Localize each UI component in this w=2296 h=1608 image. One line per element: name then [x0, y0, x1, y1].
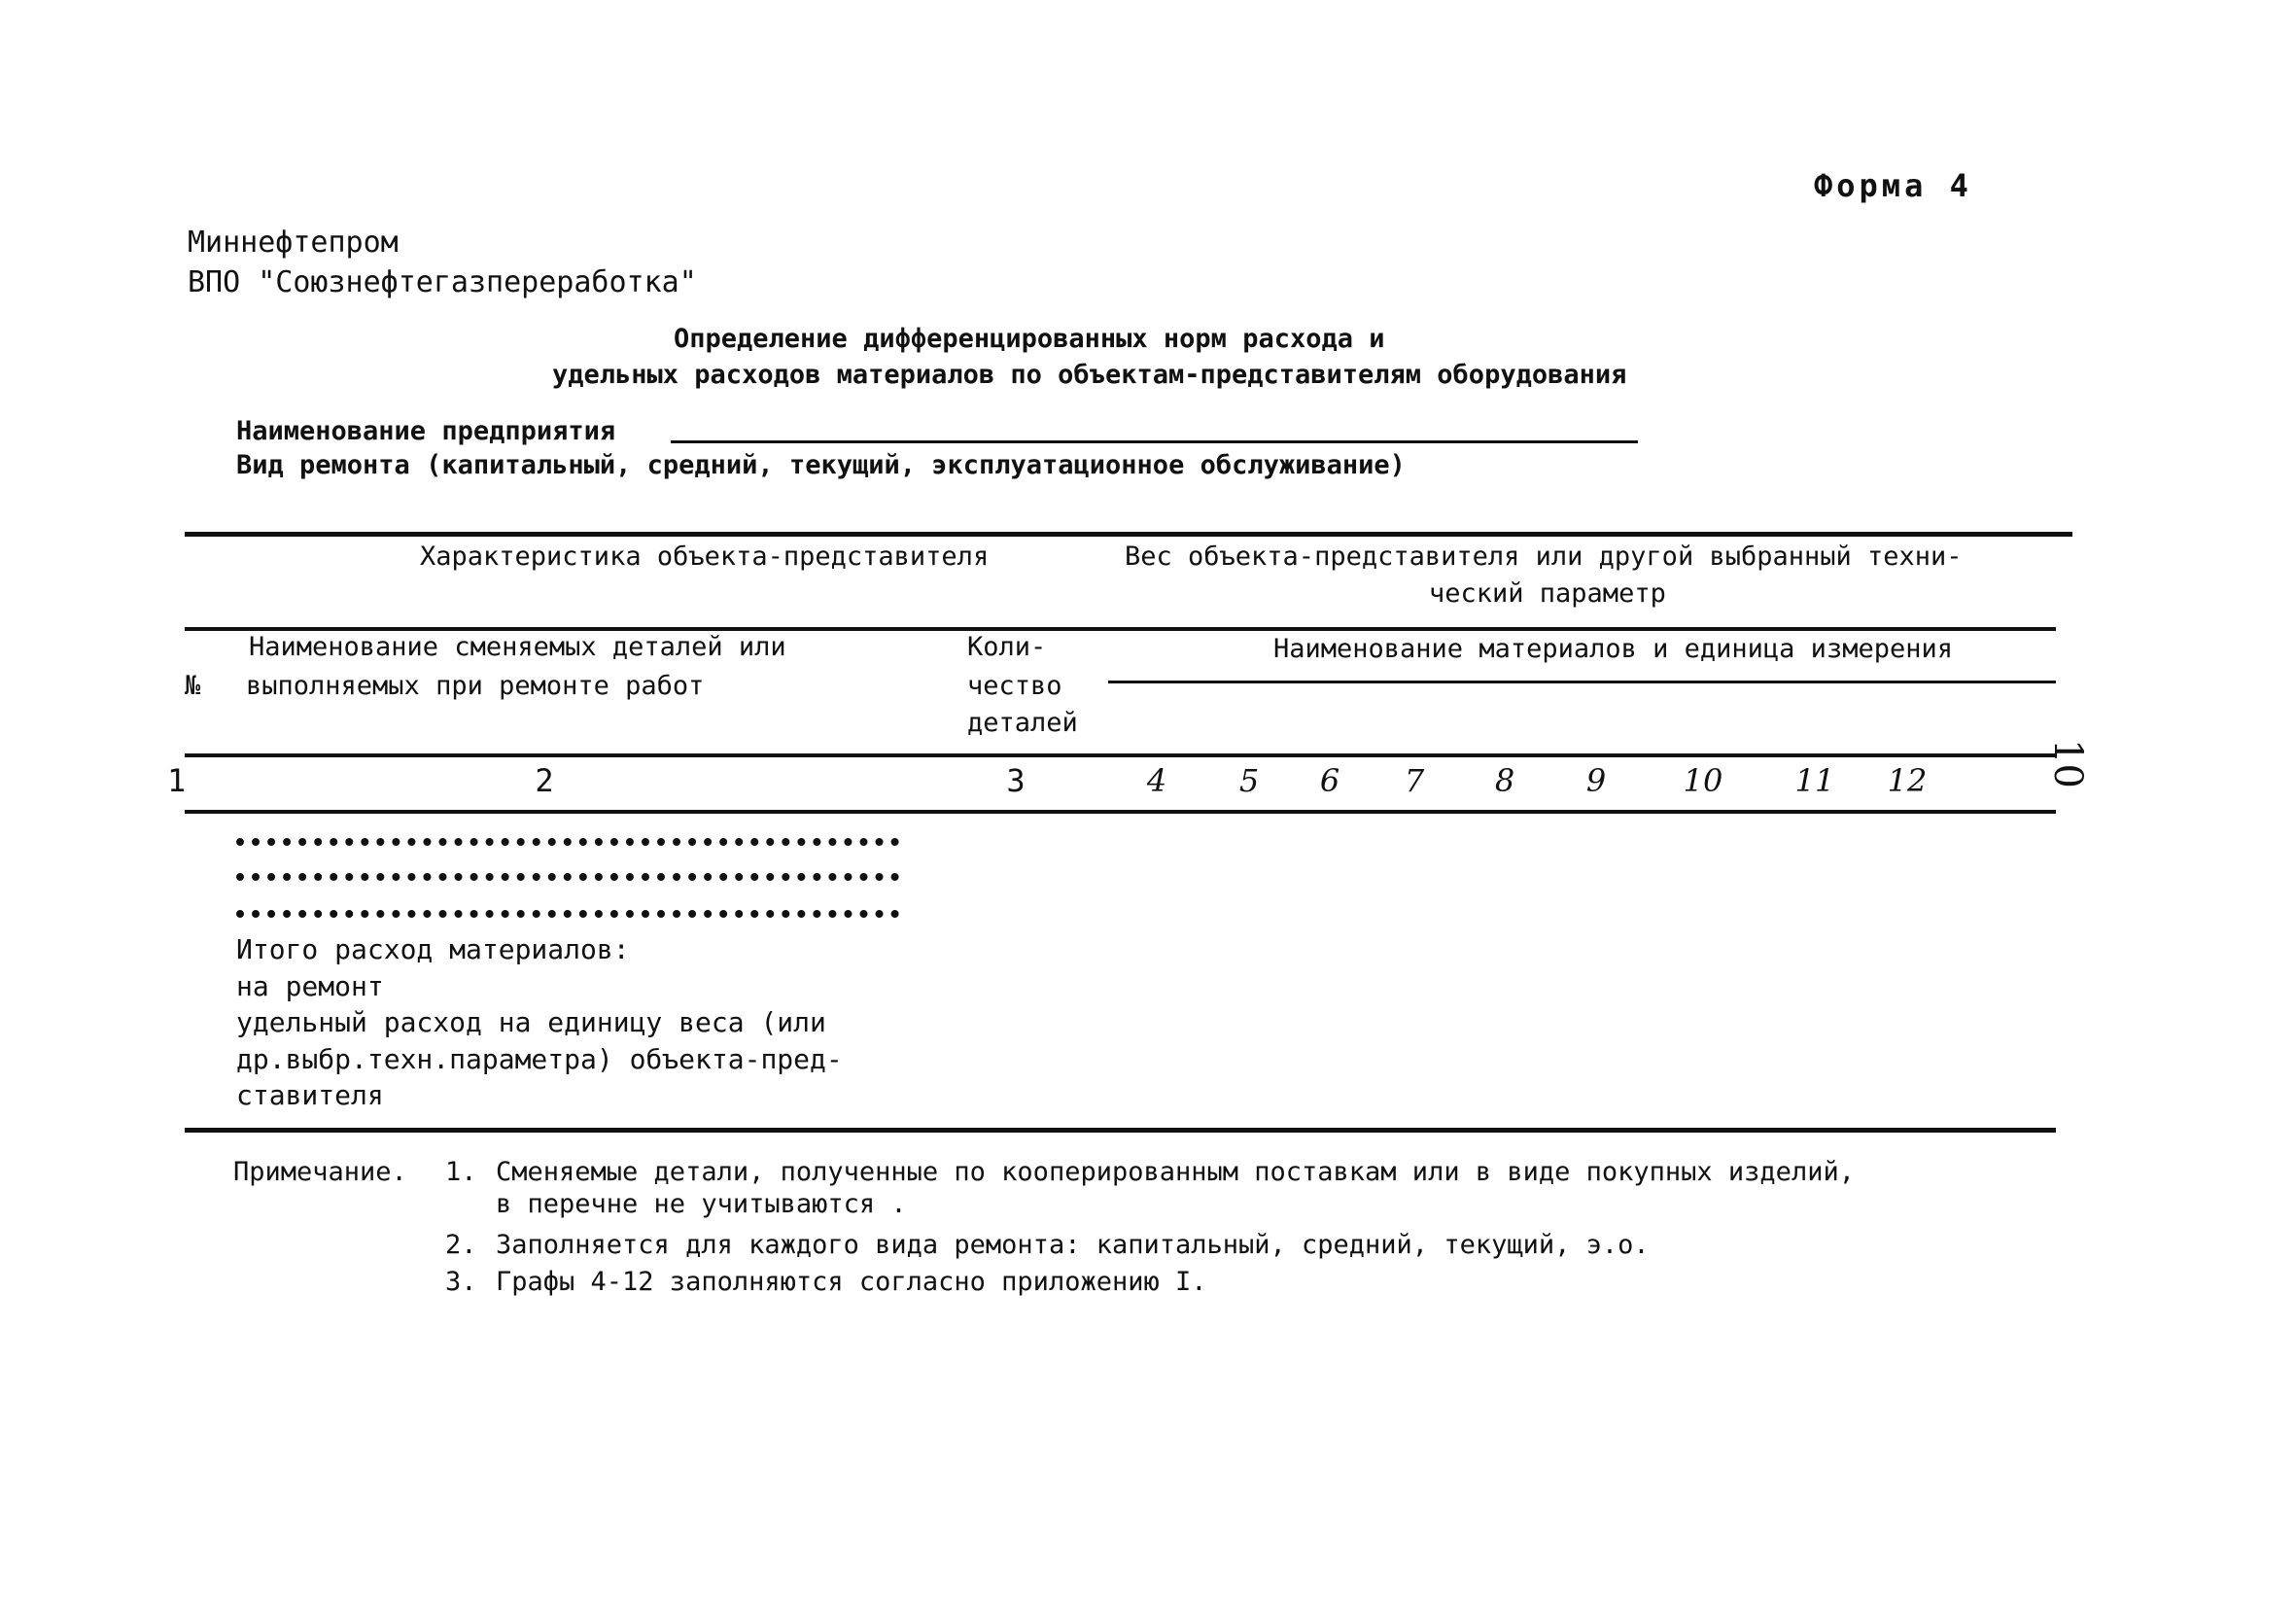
column-header-materials: Наименование материалов и единица измерения — [1273, 634, 1953, 664]
column-header-quantity-line3: деталей — [967, 708, 1078, 738]
note-1-line2: в перечне не учитываются . — [496, 1189, 907, 1219]
enterprise-blank-line — [671, 440, 1638, 443]
column-number-10: 10 — [1683, 762, 1723, 799]
header-weight-parameter-line2: ческий параметр — [1429, 578, 1666, 609]
note-2-text: Заполняется для каждого вида ремонта: капитальный, средний, текущий, э.о. — [496, 1230, 1650, 1260]
enterprise-label: Наименование предприятия — [236, 416, 616, 446]
column-numbers-top-rule — [185, 753, 2056, 757]
dotted-row-3 — [236, 910, 899, 926]
column-header-number: № — [185, 671, 201, 701]
totals-label: Итого расход материалов: — [236, 933, 630, 965]
specific-consumption-line2: др.выбр.техн.параметра) объекта-пред- — [236, 1043, 843, 1075]
column-number-2: 2 — [535, 762, 554, 799]
note-1-number: 1. — [445, 1157, 477, 1187]
note-3-number: 3. — [445, 1267, 477, 1297]
materials-subheader-rule — [1108, 681, 2056, 683]
header-object-characteristics: Характеристика объекта-представителя — [420, 542, 990, 572]
column-number-3: 3 — [1006, 762, 1026, 799]
column-number-12: 12 — [1887, 762, 1928, 799]
table-bottom-rule — [185, 1128, 2056, 1133]
note-2-number: 2. — [445, 1230, 477, 1260]
note-prefix: Примечание. — [233, 1157, 407, 1187]
column-header-name-line1: Наименование сменяемых деталей или — [249, 632, 786, 662]
document-title-line2: удельных расходов материалов по объектам-представителям оборудования — [552, 360, 1627, 390]
dotted-row-2 — [236, 873, 899, 889]
column-number-1: 1 — [167, 762, 187, 799]
specific-consumption-line3: ставителя — [236, 1079, 384, 1111]
column-number-6: 6 — [1319, 762, 1340, 799]
header-weight-parameter-line1: Вес объекта-представителя или другой выбранный техни- — [1125, 542, 1963, 572]
form-label: Форма 4 — [1814, 167, 1972, 204]
table-top-rule — [185, 532, 2072, 537]
page-number: 10 — [2045, 739, 2090, 788]
note-1-line1: Сменяемые детали, полученные по кооперированным поставкам или в виде покупных изделий, — [496, 1157, 1855, 1187]
column-header-quantity-line1: Коли- — [967, 632, 1047, 662]
column-number-5: 5 — [1238, 762, 1260, 799]
column-number-8: 8 — [1494, 762, 1515, 799]
column-number-11: 11 — [1794, 762, 1835, 799]
column-header-name-line2: выполняемых при ремонте работ — [246, 671, 705, 701]
dotted-row-1 — [236, 838, 899, 854]
column-header-quantity-line2: чество — [967, 671, 1062, 701]
association-name: ВПО "Союзнефтегазпереработка" — [188, 265, 697, 299]
document-title-line1: Определение дифференцированных норм расхода и — [674, 324, 1385, 354]
repair-type-label: Вид ремонта (капитальный, средний, текущий, эксплуатационное обслуживание) — [236, 450, 1406, 480]
note-3-text: Графы 4-12 заполняются согласно приложению I. — [496, 1267, 1207, 1297]
repair-total-label: на ремонт — [236, 970, 384, 1002]
ministry-name: Миннефтепром — [188, 226, 399, 260]
column-number-9: 9 — [1585, 762, 1607, 799]
table-header-rule — [185, 627, 2056, 631]
specific-consumption-line1: удельный расход на единицу веса (или — [236, 1006, 826, 1038]
column-number-4: 4 — [1146, 762, 1167, 799]
column-numbers-bottom-rule — [185, 810, 2056, 814]
column-number-7: 7 — [1404, 762, 1425, 799]
